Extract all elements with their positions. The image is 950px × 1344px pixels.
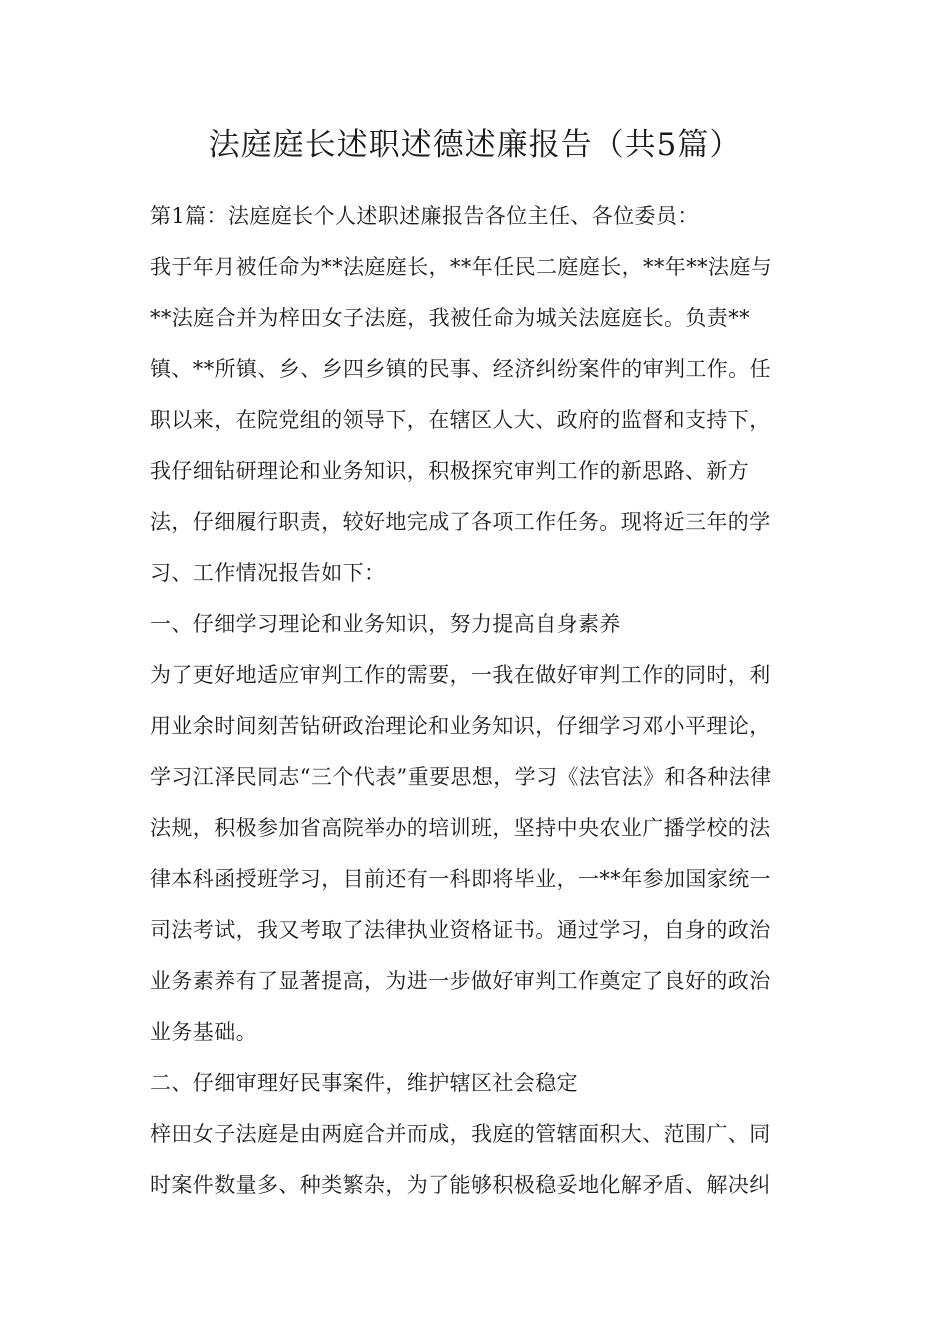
- paragraph-line: 为了更好地适应审判工作的需要，一我在做好审判工作的同时，利: [150, 663, 771, 687]
- paragraph-line: 业务素养有了显著提高，为进一步做好审判工作奠定了良好的政治: [150, 969, 771, 993]
- paragraph-line: 我于年月被任命为**法庭庭长，**年任民二庭庭长，**年**法庭与: [150, 255, 773, 279]
- document-body: [150, 196, 810, 1216]
- paragraph-line: 法，仔细履行职责，较好地完成了各项工作任务。现将近三年的学: [150, 510, 771, 534]
- paragraph-line: **法庭合并为梓田女子法庭，我被任命为城关法庭庭长。负责**: [150, 306, 750, 330]
- paragraph-line: 习、工作情况报告如下：: [150, 561, 386, 585]
- paragraph-line: 用业余时间刻苦钻研政治理论和业务知识，仔细学习邓小平理论，: [150, 714, 771, 738]
- section-heading-2: 二、仔细审理好民事案件，维护辖区社会稳定: [150, 1071, 578, 1095]
- paragraph-line: 司法考试，我又考取了法律执业资格证书。通过学习，自身的政治: [150, 918, 771, 942]
- paragraph-line: 学习江泽民同志“三个代表”重要思想，学习《法官法》和各种法律: [150, 765, 772, 789]
- paragraph-line: 业务基础。: [150, 1020, 257, 1044]
- paragraph-line: 法规，积极参加省高院举办的培训班，坚持中央农业广播学校的法: [150, 816, 771, 840]
- paragraph-line: 镇、**所镇、乡、乡四乡镇的民事、经济纠纷案件的审判工作。任: [150, 357, 771, 381]
- document-title: 法庭庭长述职述德述廉报告（共5篇）: [208, 127, 742, 163]
- paragraph-line: 职以来，在院党组的领导下，在辖区人大、政府的监督和支持下，: [150, 408, 771, 432]
- paragraph-line: 梓田女子法庭是由两庭合并而成，我庭的管辖面积大、范围广、同: [150, 1122, 771, 1146]
- section-heading-part1: 第1篇：法庭庭长个人述职述廉报告各位主任、各位委员：: [150, 204, 699, 228]
- paragraph-line: 律本科函授班学习，目前还有一科即将毕业，一**年参加国家统一: [150, 867, 771, 891]
- section-heading-1: 一、仔细学习理论和业务知识，努力提高自身素养: [150, 612, 621, 636]
- paragraph-line: 时案件数量多、种类繁杂，为了能够积极稳妥地化解矛盾、解决纠: [150, 1173, 771, 1197]
- paragraph-line: 我仔细钻研理论和业务知识，积极探究审判工作的新思路、新方: [150, 459, 750, 483]
